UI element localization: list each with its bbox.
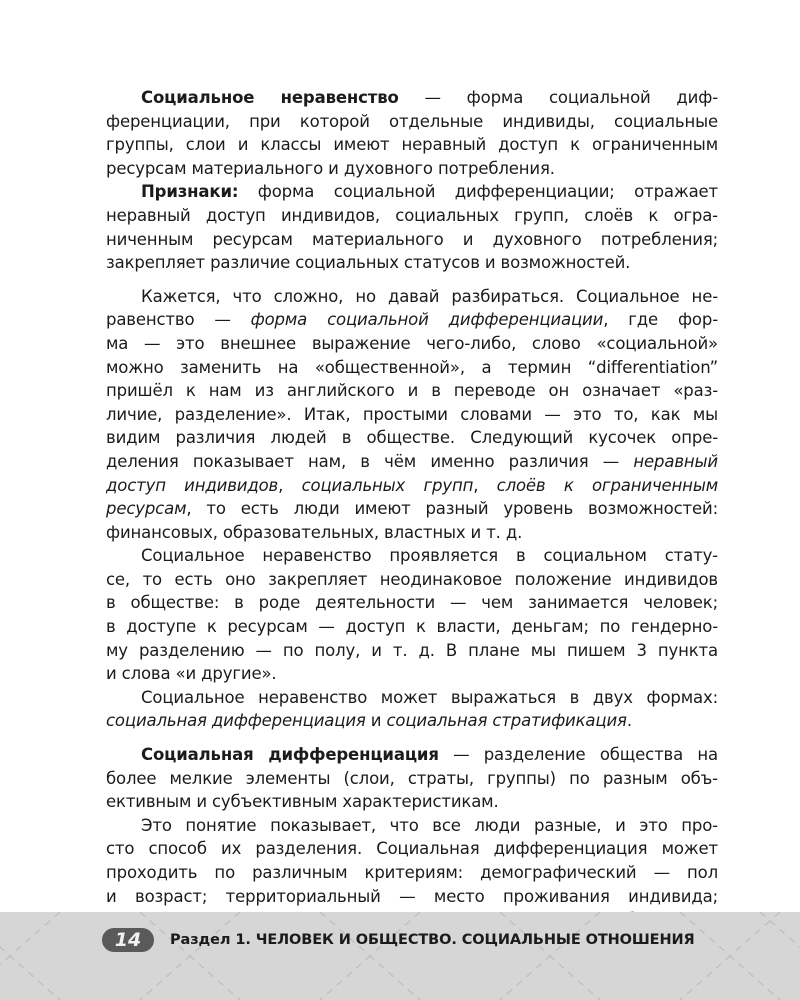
text-line bbox=[106, 837, 718, 861]
bold-term: Социальное неравенство bbox=[141, 88, 399, 107]
italic-phrase: слоёв к ограниченным bbox=[496, 475, 718, 495]
text-run: более мелкие элементы (слои, страты, группы) по разным объ- bbox=[106, 768, 718, 788]
italic-phrase: социальных групп bbox=[301, 475, 474, 495]
text-run: ма — это внешнее выражение чего-либо, слово «социальной» bbox=[106, 333, 718, 353]
text-line bbox=[106, 615, 718, 639]
text-run: пришёл к нам из английского и в переводе он означает «раз- bbox=[106, 381, 718, 401]
text-run: видим различия людей в обществе. Следующий кусочек опре- bbox=[106, 428, 718, 448]
text-run: ективным и субъективным характеристикам. bbox=[106, 792, 499, 812]
running-section-title: Раздел 1. ЧЕЛОВЕК И ОБЩЕСТВО. СОЦИАЛЬНЫЕ ОТНОШЕНИЯ bbox=[170, 932, 695, 948]
text-line bbox=[106, 591, 718, 615]
text-line bbox=[106, 544, 718, 568]
text-run: равенство — bbox=[106, 310, 251, 330]
text-line bbox=[106, 474, 718, 498]
page-number-badge: 14 bbox=[102, 928, 154, 952]
bold-term: Признаки: bbox=[141, 182, 239, 202]
text-run: группы, слои и классы имеют неравный доступ к ограниченным bbox=[106, 135, 718, 155]
text-line bbox=[106, 450, 718, 474]
text-run: и возраст; территориальный — место проживания индивида; bbox=[106, 886, 718, 906]
text-run: — разделение общества на bbox=[438, 745, 719, 765]
text-run: Социальное неравенство может выражаться в двух формах: bbox=[141, 687, 718, 707]
text-line bbox=[106, 332, 718, 356]
text-line bbox=[106, 662, 718, 686]
text-run: Социальное неравенство проявляется в социальном стату- bbox=[141, 546, 718, 566]
text-run: закрепляет различие социальных статусов и возможностей. bbox=[106, 253, 631, 273]
footer-diamond-pattern bbox=[0, 912, 800, 1000]
text-line bbox=[106, 814, 718, 838]
text-run: сто способ их разделения. Социальная дифференциация может bbox=[106, 839, 718, 859]
text-run: ниченным ресурсам материального и духовного потребления; bbox=[106, 229, 718, 249]
text-line bbox=[106, 180, 718, 204]
text-run: Это понятие показывает, что все люди разные, и это про- bbox=[141, 815, 718, 835]
text-run: му разделению — по полу, и т. д. В плане мы пишем 3 пункта bbox=[106, 640, 718, 660]
text-line bbox=[106, 356, 718, 380]
text-line bbox=[106, 204, 718, 228]
text-line bbox=[106, 403, 718, 427]
text-run: неравный доступ индивидов, социальных групп, слоёв к огра- bbox=[106, 205, 718, 225]
text-line bbox=[106, 709, 718, 733]
text-line bbox=[106, 743, 718, 767]
italic-phrase: доступ индивидов bbox=[106, 475, 279, 495]
text-run: ференциации, при которой отдельные индивиды, социальные bbox=[106, 111, 718, 131]
text-line bbox=[106, 308, 718, 332]
text-run: , bbox=[278, 475, 302, 495]
italic-phrase: ресурсам bbox=[106, 499, 187, 519]
text-line bbox=[106, 639, 718, 663]
text-run: и bbox=[365, 711, 387, 731]
paragraph-gap bbox=[106, 733, 718, 743]
paragraph-gap bbox=[106, 275, 718, 285]
text-line bbox=[106, 861, 718, 885]
text-run: финансовых, образовательных, властных и т. д. bbox=[106, 522, 523, 542]
text-line bbox=[106, 521, 718, 545]
text-line bbox=[106, 157, 718, 181]
text-run: и слова «и другие». bbox=[106, 664, 277, 684]
text-run: форма социальной дифференциации; отражает bbox=[238, 182, 718, 202]
text-run: личие, разделение». Итак, простыми словами — это то, как мы bbox=[106, 404, 718, 424]
text-line bbox=[106, 110, 718, 134]
italic-phrase: социальная стратификация bbox=[386, 711, 627, 731]
text-line bbox=[106, 228, 718, 252]
italic-phrase: социальная дифференциация bbox=[106, 711, 366, 731]
page-footer bbox=[0, 912, 800, 1000]
text-line bbox=[106, 379, 718, 403]
text-run: можно заменить на «общественной», а термин “differentiation” bbox=[106, 357, 718, 377]
text-run: в обществе: в роде деятельности — чем занимается человек; bbox=[106, 593, 718, 613]
text-run: в доступе к ресурсам — доступ к власти, деньгам; по гендерно- bbox=[106, 617, 718, 637]
text-run: — форма социальной диф- bbox=[398, 88, 719, 107]
text-run: се, то есть оно закрепляет неодинаковое положение индивидов bbox=[106, 569, 718, 589]
text-line bbox=[106, 885, 718, 909]
text-run: деления показывает нам, в чём именно различия — bbox=[106, 451, 634, 471]
text-line bbox=[106, 133, 718, 157]
text-run: , где фор- bbox=[603, 310, 718, 330]
text-run: , bbox=[473, 475, 497, 495]
text-run: , то есть люди имеют разный уровень возможностей: bbox=[186, 499, 718, 519]
text-line bbox=[106, 767, 718, 791]
text-line bbox=[106, 686, 718, 710]
bold-term: Социальная дифференциация bbox=[141, 745, 439, 765]
italic-phrase: форма социальной дифференциации bbox=[250, 310, 604, 330]
text-line bbox=[106, 790, 718, 814]
text-line bbox=[106, 251, 718, 275]
text-line bbox=[106, 497, 718, 521]
body-text bbox=[106, 86, 718, 932]
text-line bbox=[106, 426, 718, 450]
text-line bbox=[106, 86, 718, 110]
italic-phrase: неравный bbox=[633, 451, 718, 471]
text-line bbox=[106, 568, 718, 592]
text-run: . bbox=[626, 711, 632, 731]
text-run: ресурсам материального и духовного потребления. bbox=[106, 158, 555, 178]
text-run: проходить по различным критериям: демографический — пол bbox=[106, 863, 718, 882]
text-line bbox=[106, 285, 718, 309]
text-run: Кажется, что сложно, но давай разбираться. Социальное не- bbox=[141, 286, 718, 306]
